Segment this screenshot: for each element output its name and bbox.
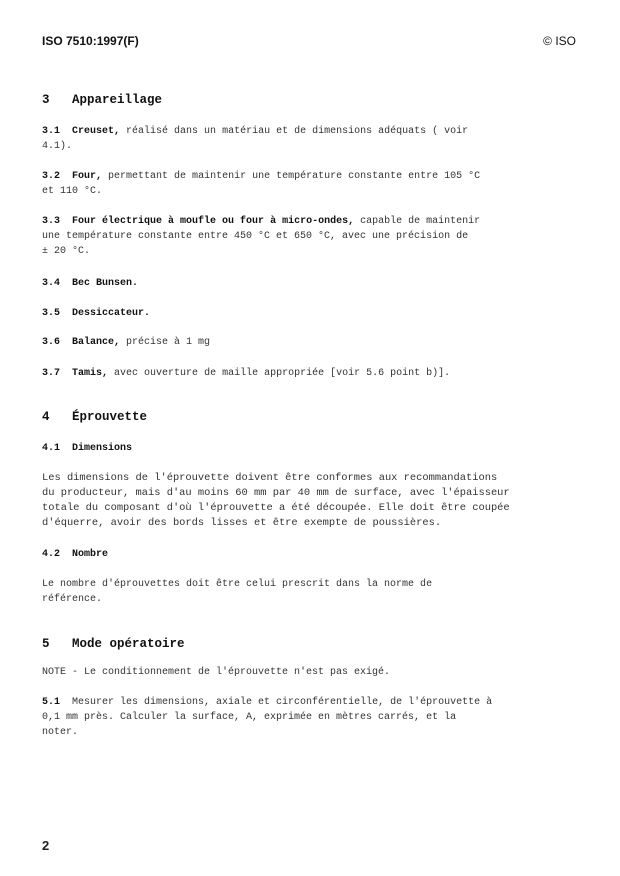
section-3-title: 3 Appareillage <box>42 93 163 107</box>
section-4-title: 4 Éprouvette <box>42 410 148 424</box>
page-number: 2 <box>42 838 50 853</box>
subsection-4-2: 4.2 Nombre <box>42 549 109 560</box>
item-3-7: 3.7 Tamis, avec ouverture de maille appropriée [voir 5.6 point b)]. <box>42 368 451 379</box>
item-3-3: 3.3 Four électrique à moufle ou four à micro-ondes, capable de maintenir une température constante entre 450 °C et 650 °C, avec une précision de ± 20 °C. <box>42 216 481 257</box>
item-5-1: 5.1 Mesurer les dimensions, axiale et circonférentielle, de l'éprouvette à 0,1 mm près. Calculer la surface, A, exprimée en mètres carrés, et la noter. <box>42 697 493 738</box>
paragraph-4-1: Les dimensions de l'éprouvette doivent être conformes aux recommandations du producteur, mais d'au moins 60 mm par 40 mm de surface, avec l'épaisseur totale du composant d'où l'éprouvette a été découpée. Elle doit être coupée d'équerre, avoir des bords lisses et être exempte de poussières. <box>42 472 510 529</box>
item-3-4: 3.4 Bec Bunsen. <box>42 278 139 289</box>
copyright: © ISO <box>543 34 576 48</box>
note: NOTE - Le conditionnement de l'éprouvette n'est pas exigé. <box>42 667 391 678</box>
item-3-5: 3.5 Dessiccateur. <box>42 308 151 319</box>
section-5-title: 5 Mode opératoire <box>42 637 185 651</box>
paragraph-4-2: Le nombre d'éprouvettes doit être celui prescrit dans la norme de référence. <box>42 579 433 605</box>
standard-id: ISO 7510:1997(F) <box>42 34 139 48</box>
item-3-6: 3.6 Balance, précise à 1 mg <box>42 337 211 348</box>
item-3-1: 3.1 Creuset, réalisé dans un matériau et de dimensions adéquats ( voir 4.1). <box>42 126 469 152</box>
item-3-2: 3.2 Four, permettant de maintenir une température constante entre 105 °C et 110 °C. <box>42 171 481 197</box>
subsection-4-1: 4.1 Dimensions <box>42 443 133 454</box>
